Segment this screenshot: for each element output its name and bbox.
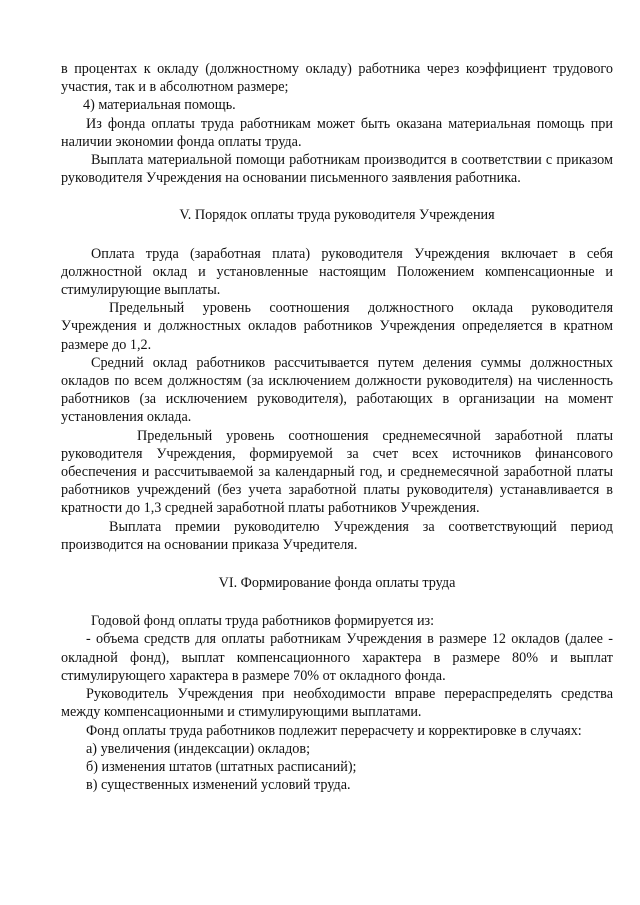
intro-paragraph-3: Из фонда оплаты труда работникам может быть оказана материальная помощь при наличии экономии фонда оплаты труда. [61, 115, 613, 150]
list-item: в) существенных изменений условий труда. [86, 777, 351, 794]
section-5-paragraph-2: Предельный уровень соотношения должностного оклада руководителя Учреждения и должностных окладов работников Учреждения определяется в кратном размере до 1,2. [61, 300, 613, 353]
section-5-paragraph-5: Выплата премии руководителю Учреждения за соответствующий период производится на основании приказа Учредителя. [61, 518, 613, 553]
intro-list-item-4: 4) материальная помощь. [83, 97, 236, 114]
document-body [61, 60, 613, 794]
section-5-paragraph-1: Оплата труда (заработная плата) руководителя Учреждения включает в себя должностной оклад и установленные настоящим Положением компенсационные и стимулирующие выплаты. [61, 245, 613, 299]
intro-paragraph-1: в процентах к окладу (должностному окладу) работника через коэффициент трудового участия, так и в абсолютном размере; [61, 61, 613, 96]
intro-paragraph-4: Выплата материальной помощи работникам производится в соответствии с приказом руководителя Учреждения на основании письменного заявления работника. [61, 152, 613, 187]
section-6-paragraph-2: - объема средств для оплаты работникам Учреждения в размере 12 окладов (далее - окладной фонд), выплат компенсационного характера в размере 80% и выплат стимулирующего характера в размере 70% от окладного фонда. [61, 631, 613, 684]
section-6-paragraph-1: Годовой фонд оплаты труда работников формируется из: [91, 613, 435, 630]
list-item: а) увеличения (индексации) окладов; [86, 740, 311, 757]
section-6-heading: VI. Формирование фонда оплаты труда [218, 575, 456, 592]
section-5-heading: V. Порядок оплаты труда руководителя Учреждения [179, 207, 495, 224]
section-5-paragraph-4: Предельный уровень соотношения среднемесячной заработной платы руководителя Учреждения, формируемой за счет всех источников финансового обеспечения и рассчитываемой за календарный год, и среднемесячной заработной платы работников учреждений (без учета заработной платы руководителя) устанавливается в кратности до 1,3 средней заработной платы работников Учреждения. [61, 427, 613, 517]
section-5-paragraph-3: Средний оклад работников рассчитывается путем деления суммы должностных окладов по всем должностям (за исключением должности руководителя) на численность работников (за исключением руководителя), работающих в организации на момент установления оклада. [61, 354, 613, 426]
section-6-paragraph-4: Фонд оплаты труда работников подлежит перерасчету и корректировке в случаях: [86, 722, 582, 739]
list-item: б) изменения штатов (штатных расписаний); [86, 758, 357, 775]
section-6-paragraph-3: Руководитель Учреждения при необходимости вправе перераспределять средства между компенсационными и стимулирующими выплатами. [61, 686, 613, 721]
